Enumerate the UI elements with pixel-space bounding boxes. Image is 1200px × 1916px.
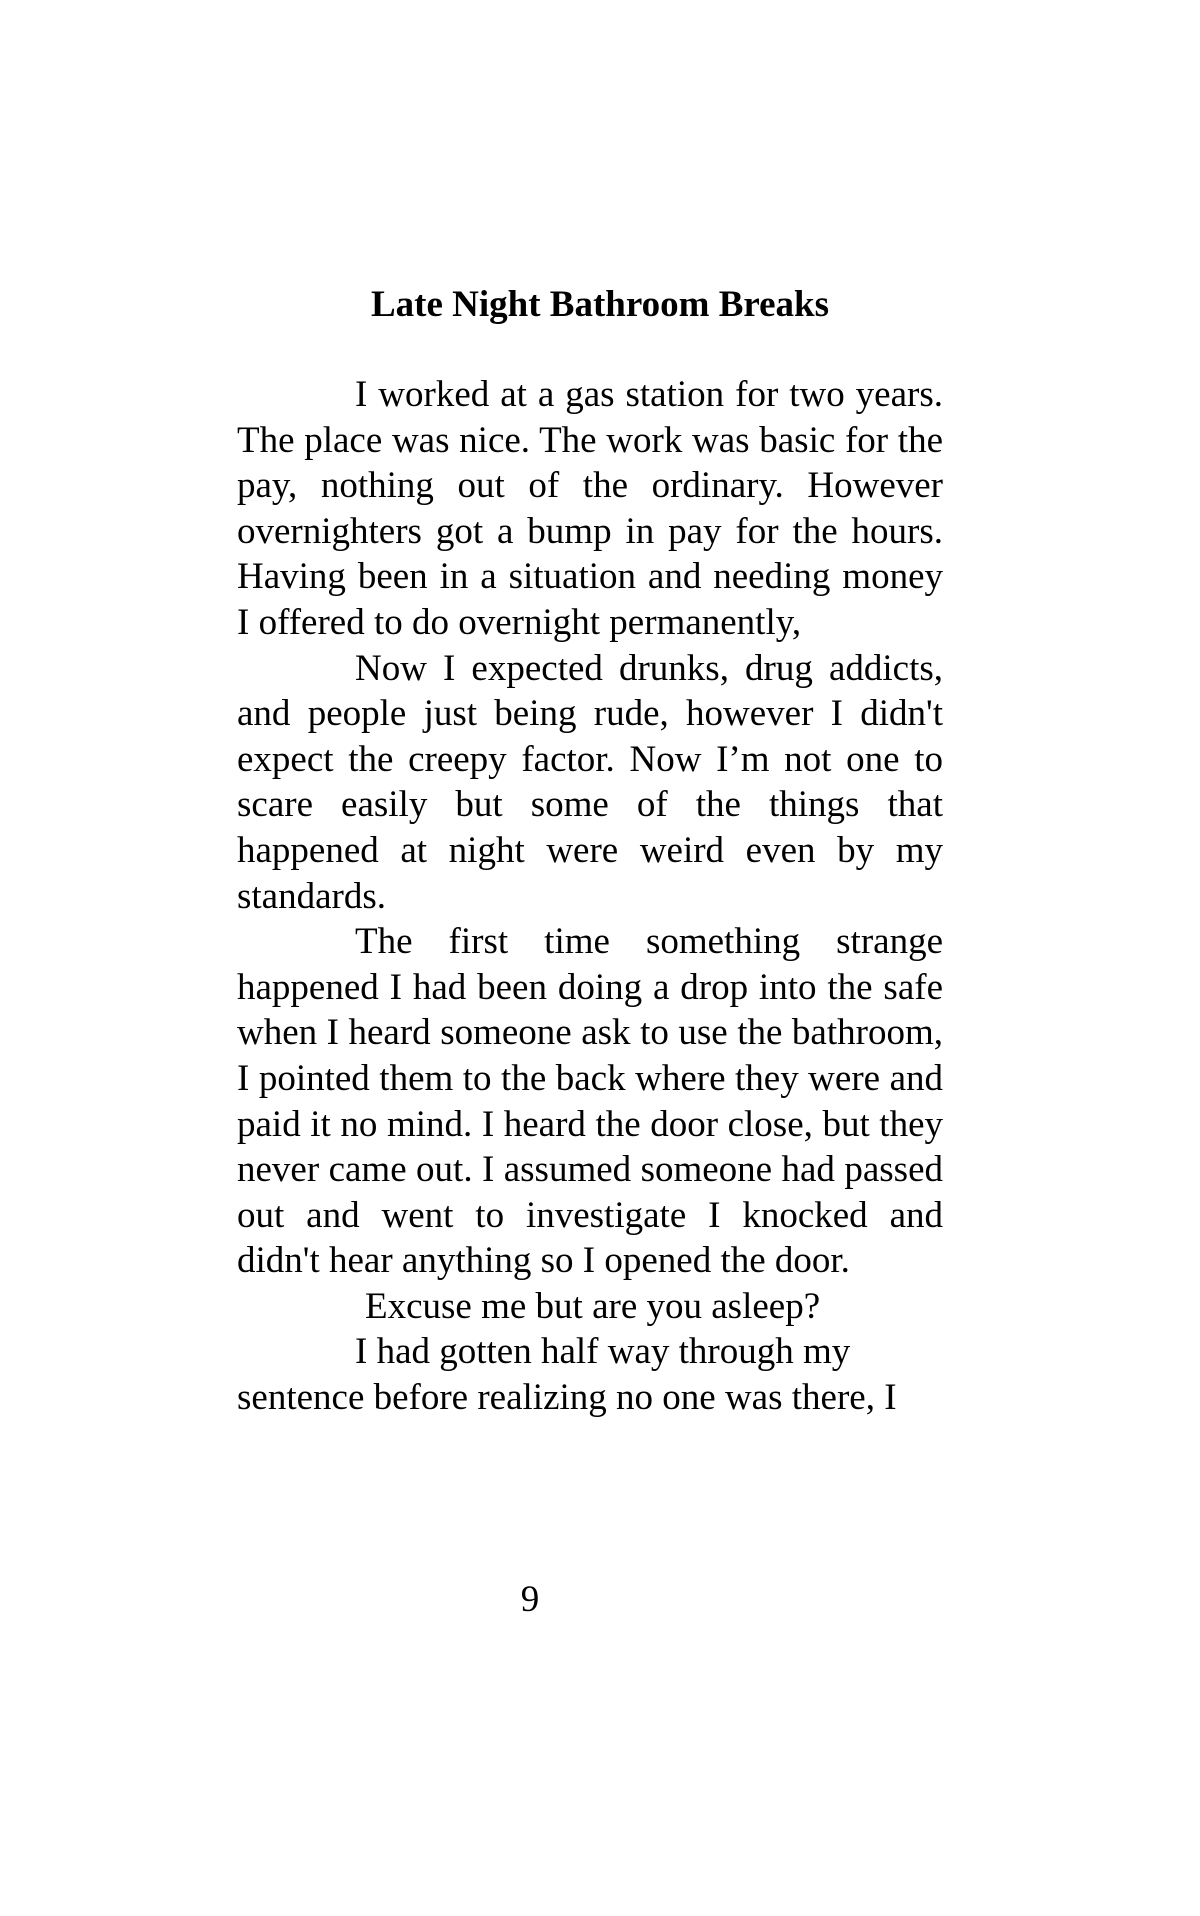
dialogue-line: Excuse me but are you asleep? [365, 1285, 821, 1327]
body-text [237, 372, 943, 1421]
paragraph-3: The first time something strange happened I had been doing a drop into the safe when I heard someone ask to use the bathroom, I pointed them to the back where they were and paid it no mind. I heard the door close, but they never came out. I assumed someone had passed out and went to investigate I knocked and didn't hear anything so I opened the door. [237, 921, 943, 1282]
page-number: 9 [520, 1579, 540, 1620]
paragraph-2: Now I expected drunks, drug addicts, and people just being rude, however I didn't expect the creepy factor. Now I’m not one to scare easily but some of the things that happened at night were weird even by my standards. [237, 647, 943, 917]
paragraph-5: I had gotten half way through my sentence before realizing no one was there, I [237, 1331, 897, 1419]
paragraph-1: I worked at a gas station for two years. The place was nice. The work was basic for the pay, nothing out of the ordinary. However overnighters got a bump in pay for the hours. Having been in a situation and needing money I offered to do overnight permanently, [237, 374, 943, 643]
chapter-title: Late Night Bathroom Breaks [370, 284, 830, 325]
